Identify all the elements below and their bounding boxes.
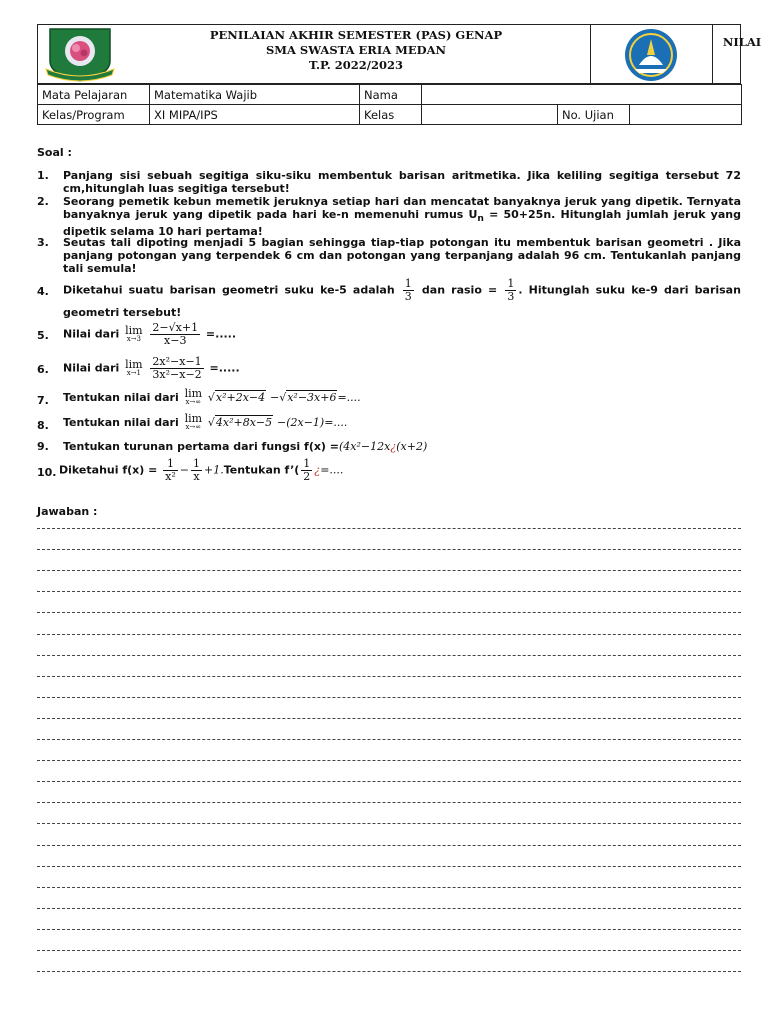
answer-line[interactable] [37,929,741,930]
question-text-part: =.... [320,463,344,477]
radicand: x²−3x+6 [287,391,337,404]
answer-line[interactable] [37,676,741,677]
limit-subscript: x→∞ [185,398,202,406]
question-8 [37,414,741,438]
questions-heading: Soal : [37,146,72,159]
limit-word: lim [184,387,203,400]
answer-line[interactable] [37,549,741,550]
answer-line[interactable] [37,612,741,613]
answer-line[interactable] [37,739,741,740]
fraction-numerator: 1 [303,457,311,470]
fraction-numerator: 1 [166,457,174,470]
square-root: √x²+2x−4 [207,391,266,404]
class-field[interactable] [422,105,558,125]
question-text [63,356,741,381]
answer-line[interactable] [37,887,741,888]
table-row [38,85,742,105]
question-text: Seutas tali dipoting menjadi 5 bagian sehingga tiap-tiap potongan itu membentuk barisan geometri . Jika panjang potongan yang terpendek 6 cm dan potongan yang terpanjang adalah 96 cm. Tentukanlah panjang tali semula! [63,236,741,275]
question-text-part: dan rasio = [421,283,498,297]
fraction-denominator: 3 [404,290,412,303]
ministry-logo-cell [591,25,713,83]
answers-heading: Jawaban : [37,505,98,518]
question-number: 9. [37,440,49,453]
question-text [63,278,741,323]
math-operator: − [179,463,189,477]
question-text-part: = 50+25n. Hitunglah jumlah jeruk yang dipetik selama 10 hari pertama! [63,208,741,239]
question-text [59,458,741,483]
question-number: 7. [37,394,49,407]
fraction [505,278,516,303]
question-9 [37,440,741,456]
question-text-part: Tentukan nilai dari [63,391,179,404]
answer-line[interactable] [37,802,741,803]
question-10 [37,458,741,488]
fraction-denominator: 3 [507,290,515,303]
question-text [63,414,741,432]
exam-header [37,24,762,84]
fraction-denominator: x [191,470,202,483]
question-text [63,389,741,407]
fraction-denominator: x−3 [150,334,200,347]
exam-title [122,25,591,83]
score-label: NILAI [722,35,762,49]
limit-operator [185,414,202,432]
answer-line[interactable] [37,845,741,846]
answer-line[interactable] [37,908,741,909]
math-glyph: ¿ [314,463,321,477]
subscript: n [477,213,484,225]
question-2 [37,195,741,239]
square-root: √4x²+8x−5 [207,416,273,429]
limit-word: lim [125,357,143,371]
radicand: 4x²+8x−5 [215,416,273,429]
school-logo-cell [38,25,122,83]
limit-subscript: x→1 [126,368,141,377]
math-expression: (x+2) [396,440,428,453]
student-info-table [37,84,742,125]
question-text [63,322,741,347]
question-number: 2. [37,195,49,208]
answer-line[interactable] [37,528,741,529]
math-expression: (4x²−12x [339,440,391,453]
class-program-label: Kelas/Program [38,105,150,125]
answer-line[interactable] [37,570,741,571]
fraction [150,322,200,347]
question-text-part: Diketahui suatu barisan geometri suku ke-5 adalah [63,283,395,297]
question-text-part: =..... [205,327,237,341]
question-number: 3. [37,236,49,249]
fraction [403,278,414,303]
limit-word: lim [184,412,203,425]
question-text-part: =.... [337,391,361,404]
question-1 [37,169,741,197]
question-text [63,195,741,238]
question-number: 1. [37,169,49,182]
fraction-denominator: x² [165,470,176,483]
question-number: 4. [37,285,49,298]
limit-word: lim [125,323,143,337]
question-4 [37,278,741,318]
class-label: Kelas [360,105,422,125]
question-text-part: −(2x−1)=.... [276,416,348,429]
question-text-part: Tentukan nilai dari [63,416,179,429]
question-number: 8. [37,419,49,432]
fraction-denominator: 3x²−x−2 [152,368,202,381]
question-number: 6. [37,363,49,376]
fraction [301,458,312,483]
fraction-numerator: 1 [507,277,515,290]
question-number: 5. [37,329,49,342]
subject-value: Matematika Wajib [150,85,360,105]
math-operator: +1. [204,463,224,477]
fraction [163,458,178,483]
math-glyph: ¿ [390,440,397,453]
fraction-denominator: 2 [303,470,311,483]
answer-line[interactable] [37,718,741,719]
limit-operator [125,323,143,344]
question-7 [37,389,741,413]
fraction-numerator: 1 [193,457,200,470]
question-text-part: =..... [209,361,240,375]
table-row [38,105,742,125]
radicand: x²+2x−4 [215,391,266,404]
fraction-numerator: 2x²−x−1 [152,355,202,368]
answer-line[interactable] [37,823,741,824]
question-3 [37,236,741,276]
name-label: Nama [360,85,422,105]
answer-line[interactable] [37,950,741,951]
school-year: T.P. 2022/2023 [308,58,404,72]
question-text-part: Diketahui f(x) = [59,463,158,477]
question-text-part: Nilai dari [63,327,120,341]
answer-line[interactable] [37,634,741,635]
exam-number-field[interactable] [630,105,742,125]
answer-line[interactable] [37,697,741,698]
answer-line[interactable] [37,971,741,972]
square-root: −√x²−3x+6 [269,391,337,404]
name-field[interactable] [422,85,742,105]
question-5 [37,320,741,350]
limit-operator [185,389,202,407]
question-text-part: Tentukan f’( [223,463,300,477]
answer-line[interactable] [37,591,741,592]
class-program-value: XI MIPA/IPS [150,105,360,125]
limit-operator [125,357,143,378]
ministry-logo-icon [591,25,712,83]
exam-number-label: No. Ujian [558,105,630,125]
fraction-numerator: 1 [404,277,412,290]
question-text [63,440,741,453]
fraction [150,356,203,381]
question-number: 10. [37,466,57,479]
question-text: Panjang sisi sebuah segitiga siku-siku membentuk barisan aritmetika. Jika keliling segitiga tersebut 72 cm,hitunglah luas segitiga tersebut! [63,169,741,195]
subject-label: Mata Pelajaran [38,85,150,105]
exam-title-line1: PENILAIAN AKHIR SEMESTER (PAS) GENAP [209,28,503,42]
answer-line[interactable] [37,760,741,761]
answer-line[interactable] [37,655,741,656]
limit-subscript: x→∞ [185,423,202,431]
fraction [191,458,202,483]
question-text-part: Tentukan turunan pertama dari fungsi f(x) = [63,440,340,453]
fraction-numerator: 2−√x+1 [152,321,199,334]
question-text-part: . Hitunglah suku ke-9 dari barisan geometri tersebut! [63,283,741,319]
school-name: SMA SWASTA ERIA MEDAN [265,43,447,57]
answer-line[interactable] [37,866,741,867]
school-logo-icon [38,25,122,83]
score-box[interactable] [712,25,768,83]
answer-line[interactable] [37,781,741,782]
question-6 [37,354,741,384]
question-text-part: Seorang pemetik kebun memetik jeruknya setiap hari dan mencatat banyaknya jeruk yang dipetik. Ternyata banyaknya jeruk yang dipetik pada hari ke-n memenuhi rumus U [63,195,741,221]
question-text-part: Nilai dari [63,361,120,375]
limit-subscript: x→3 [126,334,141,343]
